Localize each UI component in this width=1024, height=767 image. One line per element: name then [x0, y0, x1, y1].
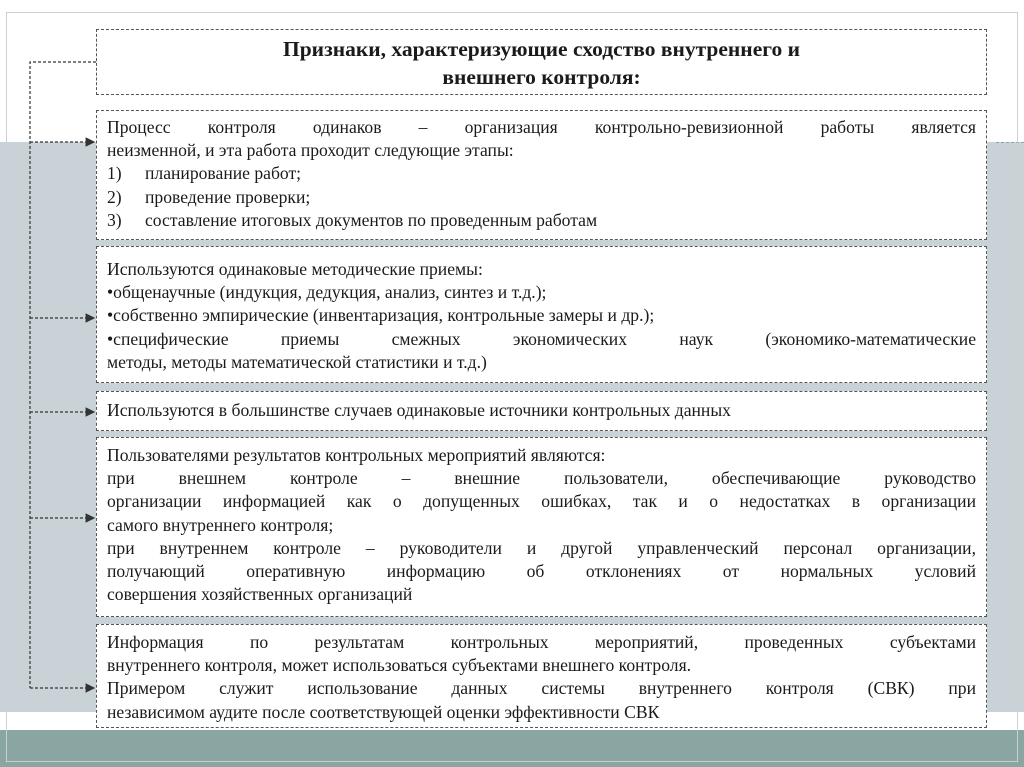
list-item-number: 1) — [107, 163, 122, 184]
methods-box — [96, 246, 987, 383]
methods-line-2: •общенаучные (индукция, дедукция, анализ, синтез и т.д.); — [107, 282, 547, 303]
users-line-4: самого внутреннего контроля; — [107, 514, 334, 535]
process-intro-line-1: Процесс контроля одинаков – организация контрольно-ревизионной работы является — [107, 117, 976, 137]
info-line-1: Информация по результатам контрольных мероприятий, проведенных субъектами — [107, 632, 976, 652]
users-box — [96, 437, 987, 617]
list-item — [107, 186, 976, 209]
users-line-5: при внутреннем контроле – руководители и другой управленческий персонал организации, — [107, 537, 976, 558]
list-item — [107, 209, 976, 232]
info-line-2: внутреннего контроля, может использоваться субъектами внешнего контроля. — [107, 655, 692, 676]
list-item-number: 2) — [107, 186, 122, 207]
title-box — [96, 29, 987, 95]
list-item-text: планирование работ; — [145, 163, 302, 184]
process-box — [96, 110, 987, 240]
methods-line-4: •специфические приемы смежных экономических наук (экономико-математические — [107, 328, 976, 349]
users-line-3: организации информацией как о допущенных ошибках, так и о недостатках в организации — [107, 491, 976, 512]
users-line-6: получающий оперативную информацию об отклонениях от нормальных условий — [107, 561, 976, 582]
sources-line-1: Используются в большинстве случаев одинаковые источники контрольных данных — [107, 400, 731, 420]
users-line-1: Пользователями результатов контрольных мероприятий являются: — [107, 445, 606, 465]
title-line-2: внешнего контроля: — [442, 65, 641, 89]
list-item-text: составление итоговых документов по проведенным работам — [145, 209, 598, 230]
title-line-1: Признаки, характеризующие сходство внутреннего и — [283, 37, 800, 61]
methods-line-1: Используются одинаковые методические приемы: — [107, 259, 483, 279]
information-box — [96, 624, 987, 728]
methods-line-5: методы, методы математической статистики и т.д.) — [107, 351, 487, 372]
users-line-2: при внешнем контроле – внешние пользователи, обеспечивающие руководство — [107, 468, 976, 489]
users-line-7: совершения хозяйственных организаций — [107, 584, 413, 605]
info-line-3: Примером служит использование данных системы внутреннего контроля (СВК) при — [107, 678, 976, 699]
info-line-4: независимом аудите после соответствующей оценки эффективности СВК — [107, 701, 660, 722]
list-item-number: 3) — [107, 209, 122, 230]
sources-box — [96, 391, 987, 431]
list-item — [107, 162, 976, 185]
connector-from-title — [30, 62, 96, 688]
methods-line-3: •собственно эмпирические (инвентаризация, контрольные замеры и др.); — [107, 305, 655, 326]
process-intro-line-2: неизменной, и эта работа проходит следующие этапы: — [107, 140, 514, 161]
list-item-text: проведение проверки; — [145, 186, 311, 207]
